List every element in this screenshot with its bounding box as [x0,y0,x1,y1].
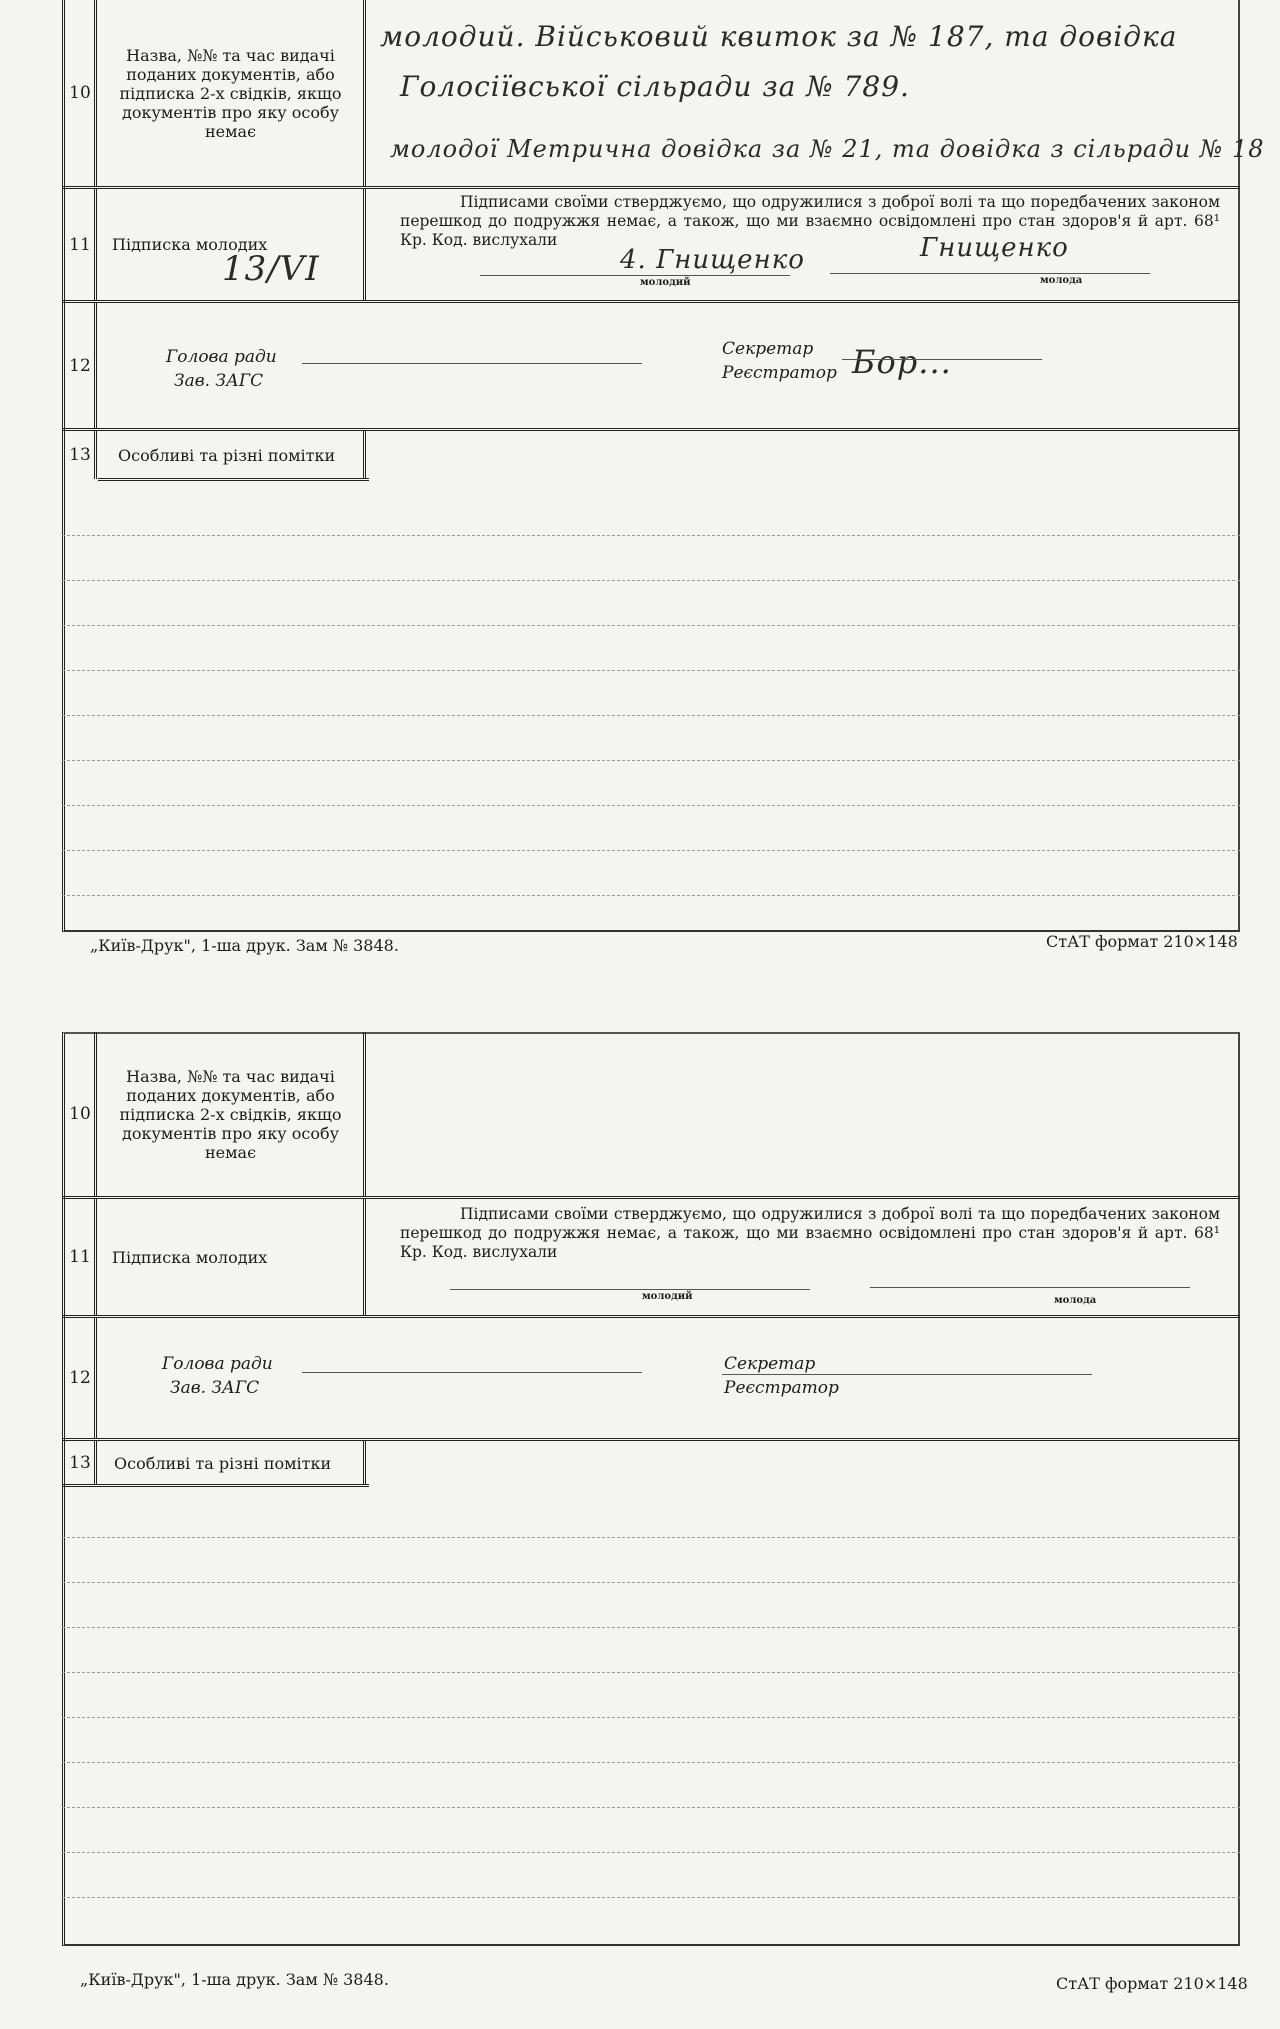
row-number: 13 [66,1441,97,1485]
registrar-label: Реєстратор [724,1378,839,1398]
secretary-label: Секретар [722,339,814,359]
row-number: 11 [66,1199,97,1315]
note-rule [62,670,1240,671]
row-label-signatures: Підписка молодих [98,1199,366,1315]
note-rule [62,715,1240,716]
bride-signature-line [870,1287,1190,1288]
bride-label: молода [1054,1295,1097,1306]
head-signature-line [302,363,642,364]
notes-label-underline [98,478,369,481]
bride-signature: Гнищенко [920,233,1069,263]
zags-head-label: Зав. ЗАГС [174,371,264,391]
head-of-council-label: Голова ради [166,347,277,367]
row-number: 13 [66,431,97,479]
row-notes [62,1441,1240,1485]
documents-cell [370,1032,1240,1196]
signatures-cell [370,189,1240,300]
note-rule [62,535,1240,536]
row-number: 12 [66,303,97,428]
row-number: 12 [66,1318,97,1438]
printer-imprint: „Київ-Друк", 1-ша друк. Зам № 3848. [90,936,399,955]
row-number: 11 [66,189,97,300]
row-signatures [62,189,1240,300]
head-of-council-label: Голова ради [162,1354,273,1374]
row-label-signatures: Підписка молодих [98,189,366,300]
secretary-signature-line [842,359,1042,360]
registrar-signature: Бор... [852,343,952,381]
declaration-text: Підписами своїми стверджуємо, що одружилися з доброї волі та що поредбачених законом перешкод до подружжя немає, а також, що ми взаємно освідомлені про стан здоров'я й арт. 68¹ Кр. Код. вислухали [400,193,1220,249]
row-signatures [62,1199,1240,1315]
note-rule [62,1627,1240,1628]
note-rule [62,805,1240,806]
row-documents [62,0,1265,186]
note-rule [62,1672,1240,1673]
groom-label: молодий [642,1291,693,1302]
row-officials [62,1318,1240,1438]
groom-signature-line [480,275,790,276]
signatures-cell [370,1199,1240,1315]
note-rule [62,1852,1240,1853]
registrar-label: Реєстратор [722,363,837,383]
format-note: СтАТ формат 210×148 [1046,932,1238,951]
note-rule [62,1807,1240,1808]
secretary-signature-line [722,1374,1092,1375]
row-number: 10 [66,0,97,186]
note-rule [62,760,1240,761]
row-number: 10 [66,1032,97,1196]
secretary-label: Секретар [724,1354,816,1374]
row-label-notes: Особливі та різні помітки [98,431,366,479]
note-rule [62,580,1240,581]
groom-signature: 4. Гнищенко [620,245,805,275]
marriage-record-form-bottom [62,1032,1240,1946]
declaration-text: Підписами своїми стверджуємо, що одружилися з доброї волі та що поредбачених законом перешкод до подружжя немає, а також, що ми взаємно освідомлені про стан здоров'я й арт. 68¹ Кр. Код. вислухали [400,1205,1220,1261]
handwritten-groom-documents-cont: Голосіївської сільради за № 789. [400,70,910,103]
row-label-notes: Особливі та різні помітки [98,1441,366,1485]
head-signature-line [302,1372,642,1373]
note-rule [62,1897,1240,1898]
note-rule [62,1582,1240,1583]
printer-imprint: „Київ-Друк", 1-ша друк. Зам № 3848. [80,1970,389,1989]
format-note: СтАТ формат 210×148 [1056,1974,1248,1993]
documents-cell [370,0,1265,186]
row-label-documents: Назва, №№ та час видачі поданих документів, або підписка 2-х свідків, якщо документів про яку особу немає [98,0,366,186]
groom-label: молодий [640,277,691,288]
row-notes [62,431,1240,479]
notes-label-underline [62,1484,369,1487]
row-documents [62,1032,1240,1196]
row-officials [62,303,1240,428]
groom-signature-line [450,1289,810,1290]
note-rule [62,895,1240,896]
row-label-documents: Назва, №№ та час видачі поданих документів, або підписка 2-х свідків, якщо документів про яку особу немає [98,1032,366,1196]
marriage-record-form-top [62,0,1265,932]
note-rule [62,625,1240,626]
note-rule [62,1717,1240,1718]
zags-head-label: Зав. ЗАГС [170,1378,260,1398]
handwritten-bride-documents: молодої Метрична довідка за № 21, та довідка з сільради № 18 [390,135,1265,163]
bride-signature-line [830,273,1150,274]
handwritten-groom-documents: молодий. Військовий квиток за № 187, та довідка [380,20,1178,53]
note-rule [62,1762,1240,1763]
bride-label: молода [1040,275,1083,286]
note-rule [62,1537,1240,1538]
note-rule [62,850,1240,851]
handwritten-date-mark: 13/VI [222,249,320,289]
